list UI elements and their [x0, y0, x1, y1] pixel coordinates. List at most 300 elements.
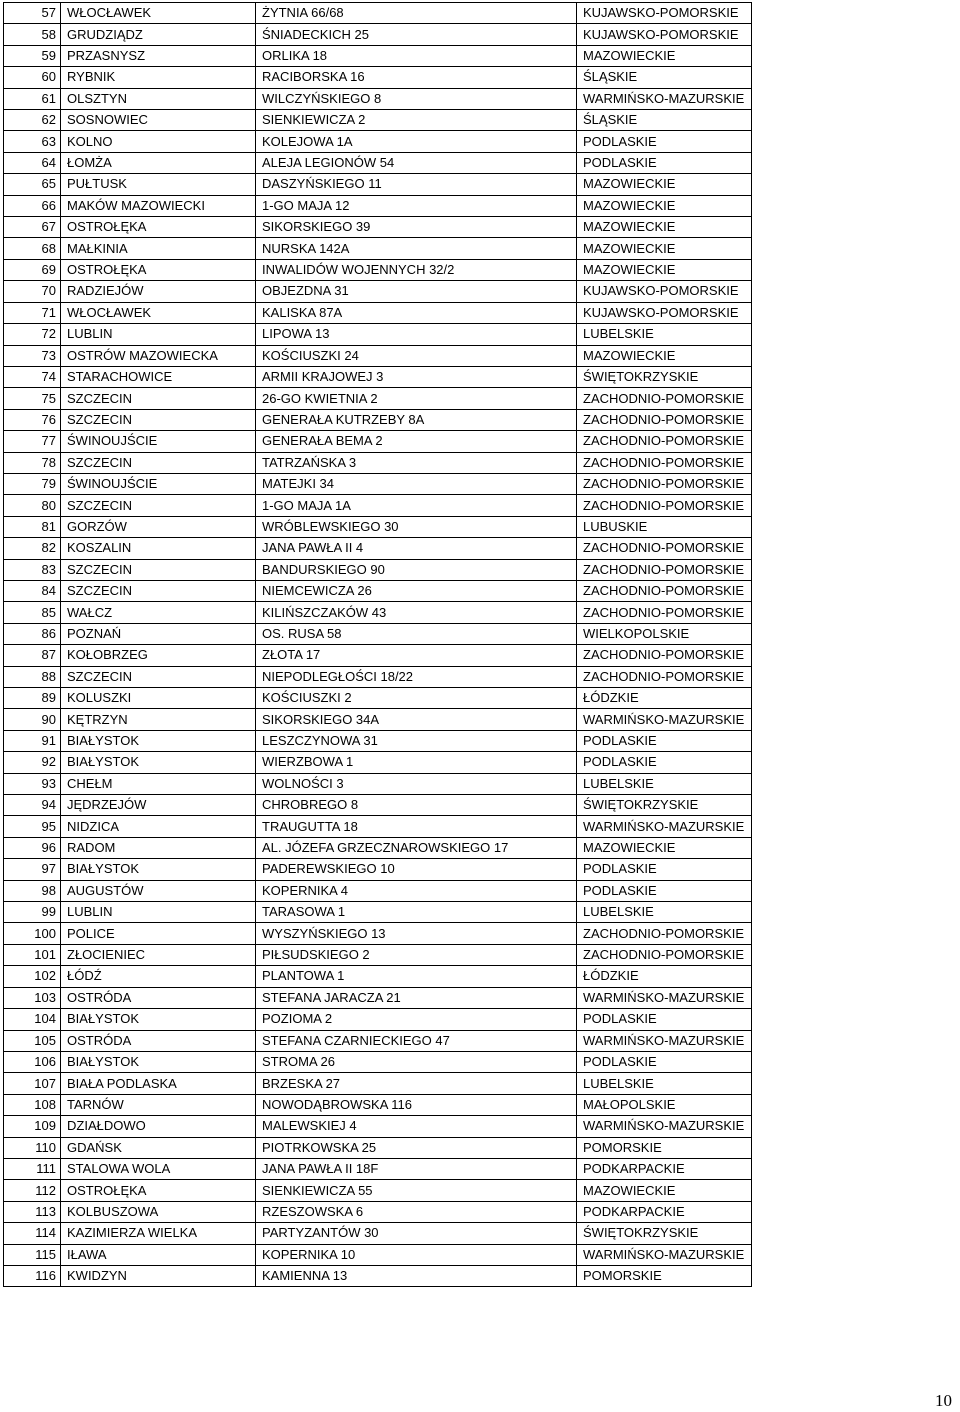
voivodeship-cell: ZACHODNIO-POMORSKIE — [577, 580, 752, 601]
row-number-cell: 93 — [4, 773, 61, 794]
row-number-cell: 114 — [4, 1223, 61, 1244]
row-number-cell: 79 — [4, 473, 61, 494]
row-number-cell: 90 — [4, 709, 61, 730]
street-address-cell: ALEJA LEGIONÓW 54 — [256, 152, 577, 173]
row-number-cell: 92 — [4, 752, 61, 773]
row-number-cell: 76 — [4, 409, 61, 430]
city-cell: PRZASNYSZ — [61, 45, 256, 66]
city-cell: SOSNOWIEC — [61, 110, 256, 131]
voivodeship-cell: WIELKOPOLSKIE — [577, 623, 752, 644]
street-address-cell: KOPERNIKA 10 — [256, 1244, 577, 1265]
voivodeship-cell: ŚWIĘTOKRZYSKIE — [577, 795, 752, 816]
street-address-cell: 26-GO KWIETNIA 2 — [256, 388, 577, 409]
row-number-cell: 112 — [4, 1180, 61, 1201]
row-number-cell: 81 — [4, 516, 61, 537]
city-cell: GDAŃSK — [61, 1137, 256, 1158]
voivodeship-cell: MAZOWIECKIE — [577, 174, 752, 195]
row-number-cell: 63 — [4, 131, 61, 152]
street-address-cell: ORLIKA 18 — [256, 45, 577, 66]
voivodeship-cell: POMORSKIE — [577, 1265, 752, 1286]
row-number-cell: 86 — [4, 623, 61, 644]
row-number-cell: 101 — [4, 944, 61, 965]
street-address-cell: KOŚCIUSZKI 24 — [256, 345, 577, 366]
table-row — [4, 217, 752, 238]
city-cell: KOLBUSZOWA — [61, 1201, 256, 1222]
street-address-cell: WOLNOŚCI 3 — [256, 773, 577, 794]
street-address-cell: BRZESKA 27 — [256, 1073, 577, 1094]
street-address-cell: MALEWSKIEJ 4 — [256, 1116, 577, 1137]
street-address-cell: ŻYTNIA 66/68 — [256, 3, 577, 24]
city-cell: KĘTRZYN — [61, 709, 256, 730]
voivodeship-cell: PODLASKIE — [577, 859, 752, 880]
voivodeship-cell: ZACHODNIO-POMORSKIE — [577, 538, 752, 559]
city-cell: GRUDZIĄDZ — [61, 24, 256, 45]
city-cell: OSTROŁĘKA — [61, 1180, 256, 1201]
street-address-cell: TATRZAŃSKA 3 — [256, 452, 577, 473]
voivodeship-cell: WARMIŃSKO-MAZURSKIE — [577, 1244, 752, 1265]
voivodeship-cell: PODLASKIE — [577, 131, 752, 152]
table-row — [4, 880, 752, 901]
row-number-cell: 111 — [4, 1158, 61, 1179]
voivodeship-cell: ŁÓDZKIE — [577, 688, 752, 709]
street-address-cell: NURSKA 142A — [256, 238, 577, 259]
table-row — [4, 1244, 752, 1265]
table-row — [4, 816, 752, 837]
city-cell: CHEŁM — [61, 773, 256, 794]
voivodeship-cell: ZACHODNIO-POMORSKIE — [577, 409, 752, 430]
street-address-cell: PLANTOWA 1 — [256, 966, 577, 987]
voivodeship-cell: ZACHODNIO-POMORSKIE — [577, 431, 752, 452]
street-address-cell: OBJEZDNA 31 — [256, 281, 577, 302]
table-row — [4, 1265, 752, 1286]
city-cell: SZCZECIN — [61, 495, 256, 516]
city-cell: MAŁKINIA — [61, 238, 256, 259]
city-cell: STARACHOWICE — [61, 366, 256, 387]
table-row — [4, 1116, 752, 1137]
row-number-cell: 72 — [4, 324, 61, 345]
row-number-cell: 68 — [4, 238, 61, 259]
voivodeship-cell: PODLASKIE — [577, 152, 752, 173]
voivodeship-cell: PODLASKIE — [577, 730, 752, 751]
row-number-cell: 88 — [4, 666, 61, 687]
table-row — [4, 602, 752, 623]
city-cell: ZŁOCIENIEC — [61, 944, 256, 965]
voivodeship-cell: LUBELSKIE — [577, 324, 752, 345]
table-row — [4, 452, 752, 473]
row-number-cell: 71 — [4, 302, 61, 323]
city-cell: RADOM — [61, 837, 256, 858]
street-address-cell: CHROBREGO 8 — [256, 795, 577, 816]
city-cell: SZCZECIN — [61, 666, 256, 687]
voivodeship-cell: MAZOWIECKIE — [577, 217, 752, 238]
voivodeship-cell: ZACHODNIO-POMORSKIE — [577, 388, 752, 409]
table-row — [4, 431, 752, 452]
city-cell: SZCZECIN — [61, 559, 256, 580]
voivodeship-cell: POMORSKIE — [577, 1137, 752, 1158]
row-number-cell: 74 — [4, 366, 61, 387]
street-address-cell: 1-GO MAJA 1A — [256, 495, 577, 516]
city-cell: BIAŁA PODLASKA — [61, 1073, 256, 1094]
city-cell: PUŁTUSK — [61, 174, 256, 195]
row-number-cell: 100 — [4, 923, 61, 944]
table-row — [4, 1180, 752, 1201]
street-address-cell: WRÓBLEWSKIEGO 30 — [256, 516, 577, 537]
table-row — [4, 516, 752, 537]
city-cell: POZNAŃ — [61, 623, 256, 644]
street-address-cell: KOLEJOWA 1A — [256, 131, 577, 152]
table-row — [4, 1051, 752, 1072]
table-row — [4, 3, 752, 24]
city-cell: STALOWA WOLA — [61, 1158, 256, 1179]
row-number-cell: 108 — [4, 1094, 61, 1115]
street-address-cell: SIKORSKIEGO 34A — [256, 709, 577, 730]
street-address-cell: JANA PAWŁA II 4 — [256, 538, 577, 559]
row-number-cell: 96 — [4, 837, 61, 858]
table-row — [4, 987, 752, 1008]
city-cell: KOSZALIN — [61, 538, 256, 559]
row-number-cell: 109 — [4, 1116, 61, 1137]
voivodeship-cell: LUBUSKIE — [577, 516, 752, 537]
voivodeship-cell: WARMIŃSKO-MAZURSKIE — [577, 987, 752, 1008]
city-cell: BIAŁYSTOK — [61, 1051, 256, 1072]
street-address-cell: STROMA 26 — [256, 1051, 577, 1072]
street-address-cell: PARTYZANTÓW 30 — [256, 1223, 577, 1244]
city-cell: ŁÓDŹ — [61, 966, 256, 987]
voivodeship-cell: KUJAWSKO-POMORSKIE — [577, 302, 752, 323]
voivodeship-cell: PODLASKIE — [577, 752, 752, 773]
table-row — [4, 730, 752, 751]
table-row — [4, 324, 752, 345]
row-number-cell: 66 — [4, 195, 61, 216]
street-address-cell: AL. JÓZEFA GRZECZNAROWSKIEGO 17 — [256, 837, 577, 858]
table-row — [4, 1094, 752, 1115]
city-cell: RADZIEJÓW — [61, 281, 256, 302]
street-address-cell: ŚNIADECKICH 25 — [256, 24, 577, 45]
city-cell: POLICE — [61, 923, 256, 944]
street-address-cell: KOŚCIUSZKI 2 — [256, 688, 577, 709]
row-number-cell: 70 — [4, 281, 61, 302]
table-row — [4, 645, 752, 666]
table-row — [4, 795, 752, 816]
street-address-cell: JANA PAWŁA II 18F — [256, 1158, 577, 1179]
street-address-cell: STEFANA JARACZA 21 — [256, 987, 577, 1008]
voivodeship-cell: MAZOWIECKIE — [577, 345, 752, 366]
voivodeship-cell: ŚWIĘTOKRZYSKIE — [577, 366, 752, 387]
street-address-cell: POZIOMA 2 — [256, 1009, 577, 1030]
table-row — [4, 966, 752, 987]
voivodeship-cell: LUBELSKIE — [577, 773, 752, 794]
street-address-cell: RZESZOWSKA 6 — [256, 1201, 577, 1222]
city-cell: RYBNIK — [61, 67, 256, 88]
table-row — [4, 752, 752, 773]
row-number-cell: 89 — [4, 688, 61, 709]
city-cell: MAKÓW MAZOWIECKI — [61, 195, 256, 216]
street-address-cell: STEFANA CZARNIECKIEGO 47 — [256, 1030, 577, 1051]
table-row — [4, 110, 752, 131]
street-address-cell: SIENKIEWICZA 55 — [256, 1180, 577, 1201]
voivodeship-cell: MAŁOPOLSKIE — [577, 1094, 752, 1115]
address-table-body — [4, 3, 752, 1287]
city-cell: OSTRÓW MAZOWIECKA — [61, 345, 256, 366]
table-row — [4, 1158, 752, 1179]
city-cell: ŚWINOUJŚCIE — [61, 473, 256, 494]
voivodeship-cell: ZACHODNIO-POMORSKIE — [577, 944, 752, 965]
city-cell: KOŁOBRZEG — [61, 645, 256, 666]
voivodeship-cell: WARMIŃSKO-MAZURSKIE — [577, 709, 752, 730]
row-number-cell: 103 — [4, 987, 61, 1008]
table-row — [4, 131, 752, 152]
row-number-cell: 60 — [4, 67, 61, 88]
row-number-cell: 113 — [4, 1201, 61, 1222]
street-address-cell: TARASOWA 1 — [256, 902, 577, 923]
voivodeship-cell: MAZOWIECKIE — [577, 837, 752, 858]
city-cell: GORZÓW — [61, 516, 256, 537]
table-row — [4, 24, 752, 45]
street-address-cell: SIENKIEWICZA 2 — [256, 110, 577, 131]
city-cell: IŁAWA — [61, 1244, 256, 1265]
street-address-cell: 1-GO MAJA 12 — [256, 195, 577, 216]
row-number-cell: 59 — [4, 45, 61, 66]
street-address-cell: PIŁSUDSKIEGO 2 — [256, 944, 577, 965]
address-table — [3, 2, 752, 1287]
voivodeship-cell: MAZOWIECKIE — [577, 259, 752, 280]
street-address-cell: NIEPODLEGŁOŚCI 18/22 — [256, 666, 577, 687]
row-number-cell: 94 — [4, 795, 61, 816]
street-address-cell: ARMII KRAJOWEJ 3 — [256, 366, 577, 387]
street-address-cell: KAMIENNA 13 — [256, 1265, 577, 1286]
row-number-cell: 65 — [4, 174, 61, 195]
table-row — [4, 388, 752, 409]
city-cell: SZCZECIN — [61, 409, 256, 430]
table-row — [4, 195, 752, 216]
street-address-cell: RACIBORSKA 16 — [256, 67, 577, 88]
table-row — [4, 345, 752, 366]
voivodeship-cell: LUBELSKIE — [577, 1073, 752, 1094]
table-row — [4, 580, 752, 601]
voivodeship-cell: PODLASKIE — [577, 1009, 752, 1030]
row-number-cell: 82 — [4, 538, 61, 559]
row-number-cell: 57 — [4, 3, 61, 24]
row-number-cell: 91 — [4, 730, 61, 751]
street-address-cell: INWALIDÓW WOJENNYCH 32/2 — [256, 259, 577, 280]
street-address-cell: KILIŃSZCZAKÓW 43 — [256, 602, 577, 623]
row-number-cell: 102 — [4, 966, 61, 987]
table-row — [4, 623, 752, 644]
row-number-cell: 98 — [4, 880, 61, 901]
voivodeship-cell: ŁÓDZKIE — [577, 966, 752, 987]
city-cell: BIAŁYSTOK — [61, 730, 256, 751]
city-cell: ŚWINOUJŚCIE — [61, 431, 256, 452]
table-row — [4, 1201, 752, 1222]
voivodeship-cell: ZACHODNIO-POMORSKIE — [577, 923, 752, 944]
voivodeship-cell: PODLASKIE — [577, 1051, 752, 1072]
street-address-cell: KALISKA 87A — [256, 302, 577, 323]
row-number-cell: 110 — [4, 1137, 61, 1158]
row-number-cell: 106 — [4, 1051, 61, 1072]
row-number-cell: 95 — [4, 816, 61, 837]
voivodeship-cell: PODLASKIE — [577, 880, 752, 901]
city-cell: NIDZICA — [61, 816, 256, 837]
table-row — [4, 495, 752, 516]
row-number-cell: 99 — [4, 902, 61, 923]
street-address-cell: PIOTRKOWSKA 25 — [256, 1137, 577, 1158]
row-number-cell: 87 — [4, 645, 61, 666]
street-address-cell: BANDURSKIEGO 90 — [256, 559, 577, 580]
table-row — [4, 473, 752, 494]
table-row — [4, 409, 752, 430]
street-address-cell: OS. RUSA 58 — [256, 623, 577, 644]
row-number-cell: 64 — [4, 152, 61, 173]
row-number-cell: 78 — [4, 452, 61, 473]
table-row — [4, 281, 752, 302]
city-cell: BIAŁYSTOK — [61, 1009, 256, 1030]
voivodeship-cell: MAZOWIECKIE — [577, 195, 752, 216]
street-address-cell: KOPERNIKA 4 — [256, 880, 577, 901]
row-number-cell: 69 — [4, 259, 61, 280]
row-number-cell: 61 — [4, 88, 61, 109]
row-number-cell: 104 — [4, 1009, 61, 1030]
row-number-cell: 115 — [4, 1244, 61, 1265]
table-row — [4, 45, 752, 66]
city-cell: WŁOCŁAWEK — [61, 3, 256, 24]
city-cell: OSTROŁĘKA — [61, 259, 256, 280]
row-number-cell: 97 — [4, 859, 61, 880]
city-cell: ŁOMŻA — [61, 152, 256, 173]
street-address-cell: TRAUGUTTA 18 — [256, 816, 577, 837]
table-row — [4, 688, 752, 709]
row-number-cell: 75 — [4, 388, 61, 409]
row-number-cell: 77 — [4, 431, 61, 452]
city-cell: SZCZECIN — [61, 388, 256, 409]
voivodeship-cell: MAZOWIECKIE — [577, 45, 752, 66]
table-row — [4, 88, 752, 109]
table-row — [4, 152, 752, 173]
row-number-cell: 107 — [4, 1073, 61, 1094]
table-row — [4, 1073, 752, 1094]
city-cell: KOLNO — [61, 131, 256, 152]
table-row — [4, 666, 752, 687]
table-row — [4, 559, 752, 580]
table-row — [4, 1137, 752, 1158]
table-row — [4, 302, 752, 323]
voivodeship-cell: WARMIŃSKO-MAZURSKIE — [577, 816, 752, 837]
city-cell: SZCZECIN — [61, 580, 256, 601]
row-number-cell: 58 — [4, 24, 61, 45]
city-cell: WŁOCŁAWEK — [61, 302, 256, 323]
voivodeship-cell: MAZOWIECKIE — [577, 1180, 752, 1201]
city-cell: OSTRÓDA — [61, 1030, 256, 1051]
city-cell: OLSZTYN — [61, 88, 256, 109]
table-row — [4, 902, 752, 923]
row-number-cell: 62 — [4, 110, 61, 131]
city-cell: JĘDRZEJÓW — [61, 795, 256, 816]
voivodeship-cell: ŚLĄSKIE — [577, 110, 752, 131]
city-cell: SZCZECIN — [61, 452, 256, 473]
voivodeship-cell: ZACHODNIO-POMORSKIE — [577, 473, 752, 494]
voivodeship-cell: PODKARPACKIE — [577, 1201, 752, 1222]
table-row — [4, 238, 752, 259]
voivodeship-cell: KUJAWSKO-POMORSKIE — [577, 3, 752, 24]
city-cell: BIAŁYSTOK — [61, 859, 256, 880]
table-row — [4, 366, 752, 387]
voivodeship-cell: ZACHODNIO-POMORSKIE — [577, 452, 752, 473]
row-number-cell: 80 — [4, 495, 61, 516]
row-number-cell: 116 — [4, 1265, 61, 1286]
city-cell: AUGUSTÓW — [61, 880, 256, 901]
row-number-cell: 67 — [4, 217, 61, 238]
table-row — [4, 538, 752, 559]
street-address-cell: PADEREWSKIEGO 10 — [256, 859, 577, 880]
page-number: 10 — [935, 1391, 952, 1410]
table-row — [4, 1223, 752, 1244]
voivodeship-cell: PODKARPACKIE — [577, 1158, 752, 1179]
table-row — [4, 1030, 752, 1051]
street-address-cell: SIKORSKIEGO 39 — [256, 217, 577, 238]
voivodeship-cell: ZACHODNIO-POMORSKIE — [577, 602, 752, 623]
table-row — [4, 944, 752, 965]
table-row — [4, 923, 752, 944]
street-address-cell: LIPOWA 13 — [256, 324, 577, 345]
table-row — [4, 174, 752, 195]
city-cell: BIAŁYSTOK — [61, 752, 256, 773]
voivodeship-cell: KUJAWSKO-POMORSKIE — [577, 24, 752, 45]
city-cell: WAŁCZ — [61, 602, 256, 623]
voivodeship-cell: ŚLĄSKIE — [577, 67, 752, 88]
voivodeship-cell: KUJAWSKO-POMORSKIE — [577, 281, 752, 302]
city-cell: TARNÓW — [61, 1094, 256, 1115]
voivodeship-cell: ZACHODNIO-POMORSKIE — [577, 666, 752, 687]
table-row — [4, 859, 752, 880]
city-cell: KAZIMIERZA WIELKA — [61, 1223, 256, 1244]
street-address-cell: LESZCZYNOWA 31 — [256, 730, 577, 751]
city-cell: OSTROŁĘKA — [61, 217, 256, 238]
city-cell: DZIAŁDOWO — [61, 1116, 256, 1137]
row-number-cell: 84 — [4, 580, 61, 601]
street-address-cell: MATEJKI 34 — [256, 473, 577, 494]
voivodeship-cell: ŚWIĘTOKRZYSKIE — [577, 1223, 752, 1244]
row-number-cell: 85 — [4, 602, 61, 623]
row-number-cell: 105 — [4, 1030, 61, 1051]
street-address-cell: WILCZYŃSKIEGO 8 — [256, 88, 577, 109]
street-address-cell: DASZYŃSKIEGO 11 — [256, 174, 577, 195]
voivodeship-cell: ZACHODNIO-POMORSKIE — [577, 559, 752, 580]
city-cell: KWIDZYN — [61, 1265, 256, 1286]
city-cell: OSTRÓDA — [61, 987, 256, 1008]
street-address-cell: NIEMCEWICZA 26 — [256, 580, 577, 601]
voivodeship-cell: ZACHODNIO-POMORSKIE — [577, 645, 752, 666]
voivodeship-cell: WARMIŃSKO-MAZURSKIE — [577, 1116, 752, 1137]
table-row — [4, 837, 752, 858]
street-address-cell: WYSZYŃSKIEGO 13 — [256, 923, 577, 944]
street-address-cell: GENERAŁA KUTRZEBY 8A — [256, 409, 577, 430]
voivodeship-cell: ZACHODNIO-POMORSKIE — [577, 495, 752, 516]
city-cell: LUBLIN — [61, 324, 256, 345]
street-address-cell: ZŁOTA 17 — [256, 645, 577, 666]
street-address-cell: WIERZBOWA 1 — [256, 752, 577, 773]
row-number-cell: 83 — [4, 559, 61, 580]
voivodeship-cell: MAZOWIECKIE — [577, 238, 752, 259]
street-address-cell: GENERAŁA BEMA 2 — [256, 431, 577, 452]
table-row — [4, 773, 752, 794]
voivodeship-cell: WARMIŃSKO-MAZURSKIE — [577, 1030, 752, 1051]
table-row — [4, 1009, 752, 1030]
table-row — [4, 259, 752, 280]
street-address-cell: NOWODĄBROWSKA 116 — [256, 1094, 577, 1115]
table-row — [4, 67, 752, 88]
voivodeship-cell: LUBELSKIE — [577, 902, 752, 923]
table-row — [4, 709, 752, 730]
city-cell: LUBLIN — [61, 902, 256, 923]
